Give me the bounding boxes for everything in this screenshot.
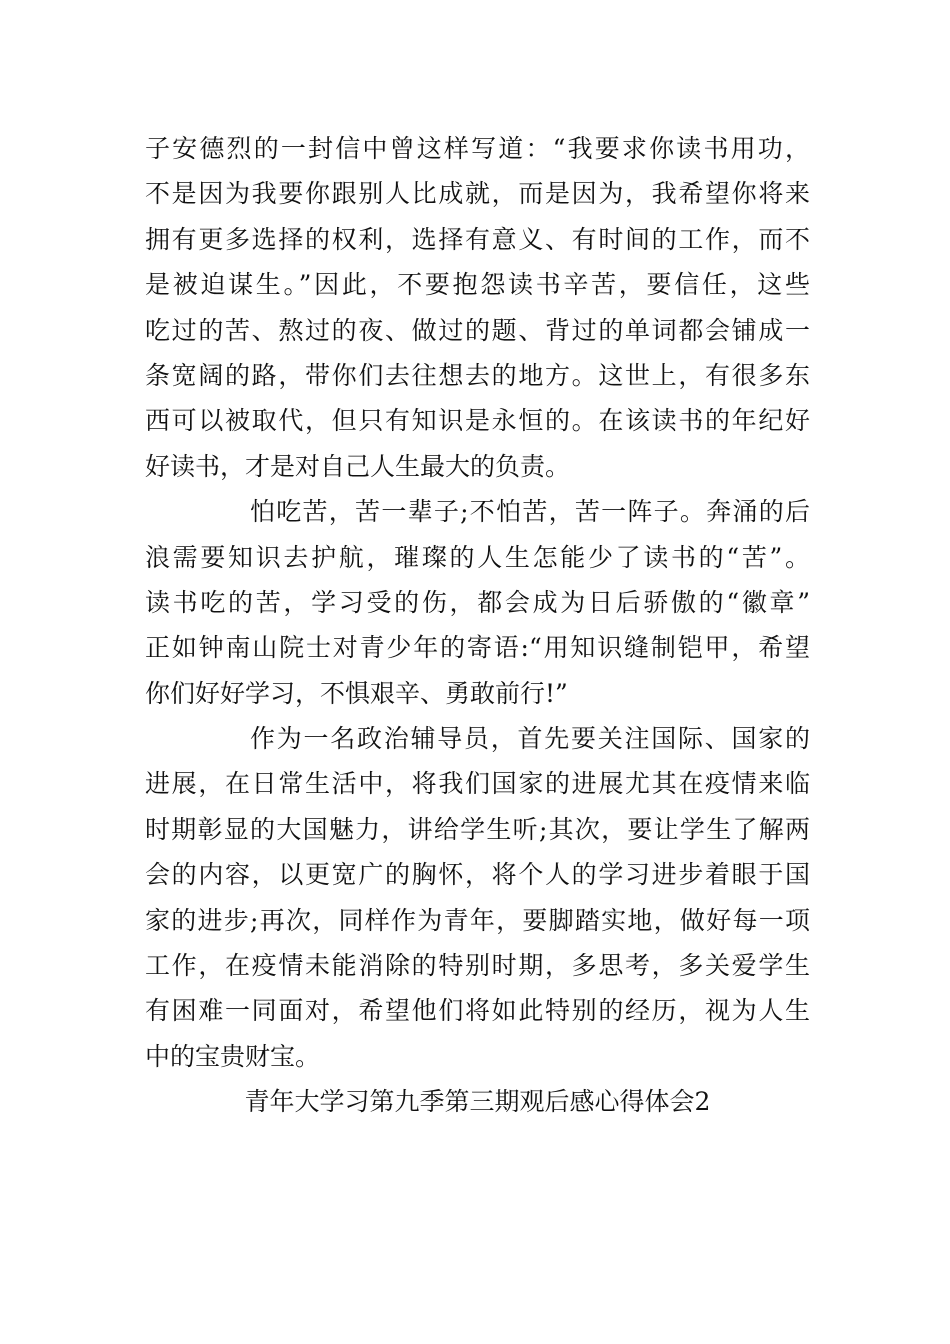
text-line: 时期彰显的大国魅力，讲给学生听;其次，要让学生了解两 [145, 814, 810, 844]
text-line: 你们好好学习，不惧艰辛、勇敢前行!” [145, 678, 568, 708]
text-line: 西可以被取代，但只有知识是永恒的。在该读书的年纪好 [145, 406, 810, 436]
text-line: 不是因为我要你跟别人比成就，而是因为，我希望你将来 [145, 179, 810, 209]
text-line: 怕吃苦，苦一辈子;不怕苦，苦一阵子。奔涌的后 [250, 497, 810, 527]
text-line: 有困难一同面对，希望他们将如此特别的经历，视为人生 [145, 996, 810, 1026]
text-line: 好读书，才是对自己人生最大的负责。 [145, 451, 571, 481]
text-line: 读书吃的苦，学习受的伤，都会成为日后骄傲的“徽章” [145, 587, 810, 617]
paragraph-3 [145, 716, 810, 1079]
document-body [145, 126, 810, 1125]
text-line: 家的进步;再次，同样作为青年，要脚踏实地，做好每一项 [145, 905, 810, 935]
text-line: 中的宝贵财宝。 [145, 1041, 321, 1071]
text-line: 拥有更多选择的权利，选择有意义、有时间的工作，而不 [145, 224, 810, 254]
section-heading: 青年大学习第九季第三期观后感心得体会2 [244, 1087, 711, 1117]
paragraph-1 [145, 126, 810, 489]
text-line: 会的内容，以更宽广的胸怀，将个人的学习进步着眼于国 [145, 860, 810, 890]
text-line: 进展，在日常生活中，将我们国家的进展尤其在疫情来临 [145, 769, 810, 799]
paragraph-2 [145, 489, 810, 716]
text-line: 吃过的苦、熬过的夜、做过的题、背过的单词都会铺成一 [145, 315, 810, 345]
text-line: 作为一名政治辅导员，首先要关注国际、国家的 [250, 724, 810, 754]
text-line: 子安德烈的一封信中曾这样写道：“我要求你读书用功， [145, 134, 810, 163]
text-line: 工作，在疫情未能消除的特别时期，多思考，多关爱学生 [145, 951, 810, 981]
text-line: 正如钟南山院士对青少年的寄语:“用知识缝制铠甲，希望 [145, 633, 810, 663]
text-line: 浪需要知识去护航，璀璨的人生怎能少了读书的“苦”。 [145, 542, 810, 572]
text-line: 条宽阔的路，带你们去往想去的地方。这世上，有很多东 [145, 360, 810, 390]
text-line: 是被迫谋生。”因此，不要抱怨读书辛苦，要信任，这些 [145, 270, 810, 300]
